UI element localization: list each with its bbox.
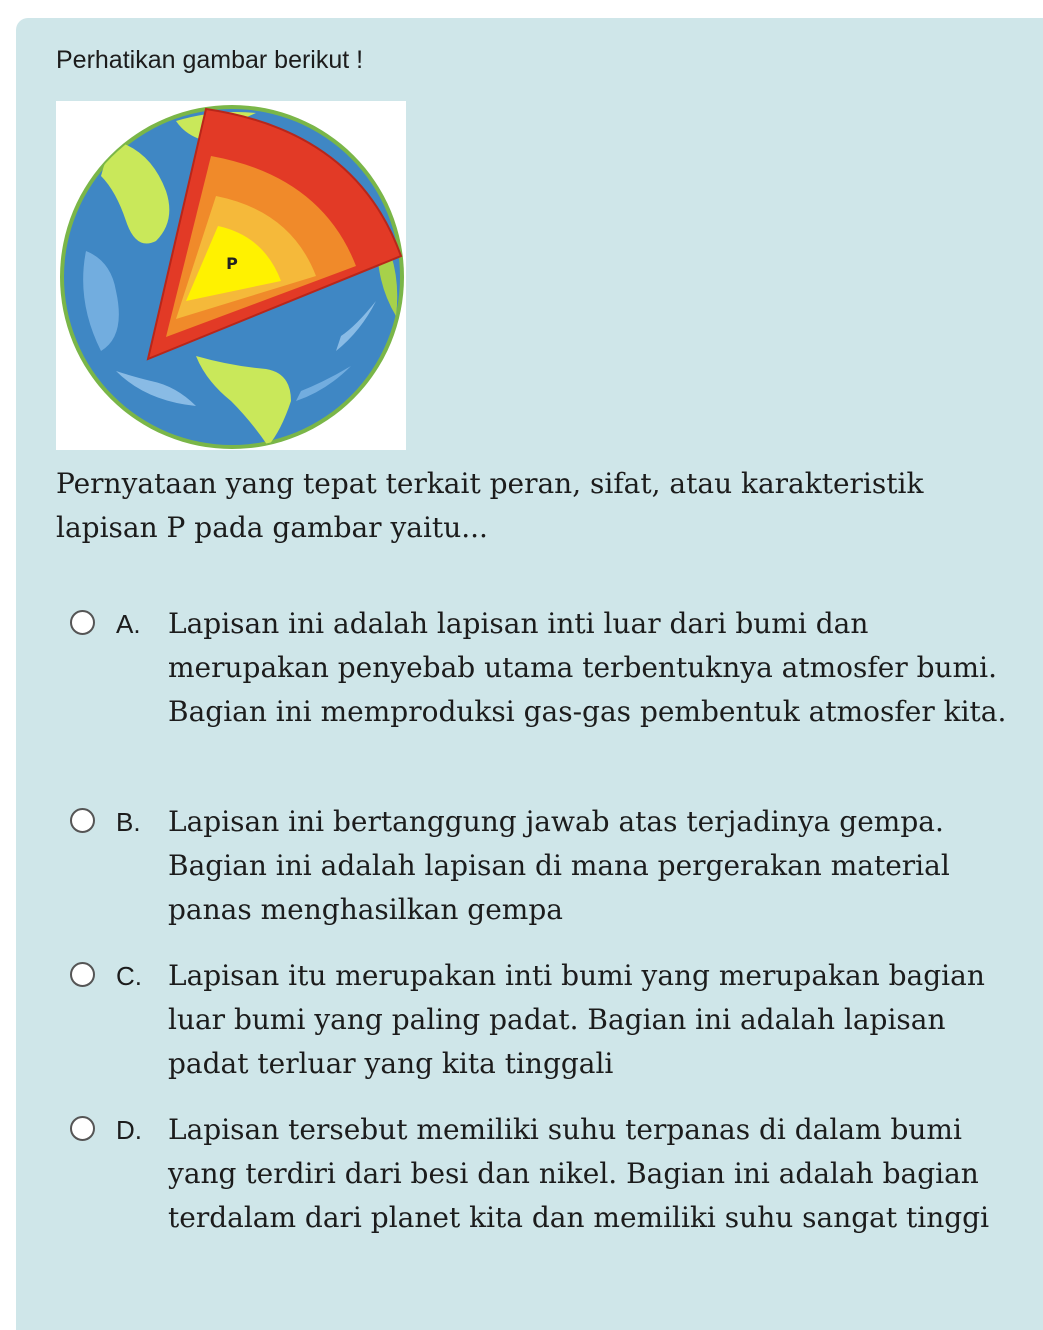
option-c-text: Lapisan itu merupakan inti bumi yang merupakan bagian luar bumi yang paling padat. Bagian ini adalah lapisan padat terluar yang kita tinggali (168, 959, 985, 1080)
option-a[interactable] (70, 602, 1030, 728)
radio-c[interactable] (70, 962, 95, 987)
earth-layers-figure (56, 101, 406, 450)
radio-a[interactable] (70, 610, 95, 635)
question-text: Pernyataan yang tepat terkait peran, sifat, atau karakteristik lapisan P pada gambar yaitu... (56, 467, 924, 544)
option-d-text: Lapisan tersebut memiliki suhu terpanas di dalam bumi yang terdiri dari besi dan nikel. Bagian ini adalah bagian terdalam dari planet kita dan memiliki suhu sangat tinggi (168, 1113, 990, 1234)
option-b[interactable] (70, 800, 1030, 926)
option-d-letter: D. (116, 1115, 142, 1145)
radio-d[interactable] (70, 1116, 95, 1141)
intro-text: Perhatikan gambar berikut ! (56, 46, 364, 74)
option-b-letter: B. (116, 807, 141, 837)
option-d[interactable] (70, 1108, 1030, 1234)
option-a-text: Lapisan ini adalah lapisan inti luar dari bumi dan merupakan penyebab utama terbentuknya atmosfer bumi. Bagian ini memproduksi gas-gas pembentuk atmosfer kita. (168, 607, 1007, 728)
layer-p-label: P (226, 254, 238, 273)
option-a-letter: A. (116, 609, 141, 639)
earth-layers-icon (56, 101, 406, 450)
option-c[interactable] (70, 954, 1030, 1080)
option-b-text: Lapisan ini bertanggung jawab atas terjadinya gempa. Bagian ini adalah lapisan di mana pergerakan material panas menghasilkan gempa (168, 805, 950, 926)
radio-b[interactable] (70, 808, 95, 833)
option-c-letter: C. (116, 961, 142, 991)
